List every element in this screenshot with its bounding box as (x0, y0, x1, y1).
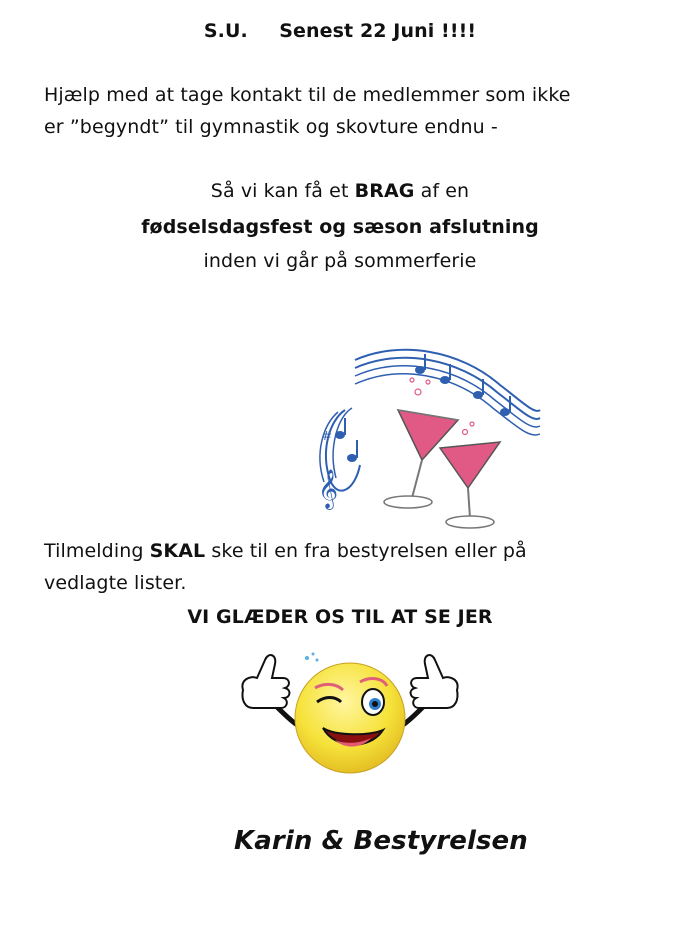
signup-skal: SKAL (149, 540, 206, 562)
party-line-3: inden vi går på sommerferie (203, 250, 477, 272)
header-su: S.U. (203, 20, 248, 42)
party-text: Så vi kan få et (210, 180, 355, 202)
intro-line-1: Hjælp med at tage kontakt til de medlemmer som ikke (44, 84, 571, 106)
party-line-1 (0, 180, 680, 202)
intro-line-2: er ”begyndt” til gymnastik og skovture endnu - (44, 116, 498, 138)
header-deadline: Senest 22 Juni !!!! (279, 20, 477, 42)
signup-text: Tilmelding (44, 540, 150, 562)
signature: Karin & Bestyrelsen (234, 826, 528, 856)
slogan: VI GLÆDER OS TIL AT SE JER (187, 606, 493, 628)
svg-text:#: # (322, 429, 333, 443)
cocktail-glasses-music-notes-icon (300, 340, 550, 530)
signup-text-2: ske til en fra bestyrelsen eller på (205, 540, 527, 562)
winking-thumbs-up-smiley-icon (235, 650, 465, 780)
signup-line-2: vedlagte lister. (44, 572, 187, 594)
signup-line-1 (44, 540, 527, 562)
party-text-2: af en (414, 180, 470, 202)
svg-text:𝄞: 𝄞 (318, 469, 339, 509)
party-line-2: fødselsdagsfest og sæson afslutning (141, 216, 539, 238)
header-line (0, 20, 680, 42)
party-brag: BRAG (354, 180, 415, 202)
